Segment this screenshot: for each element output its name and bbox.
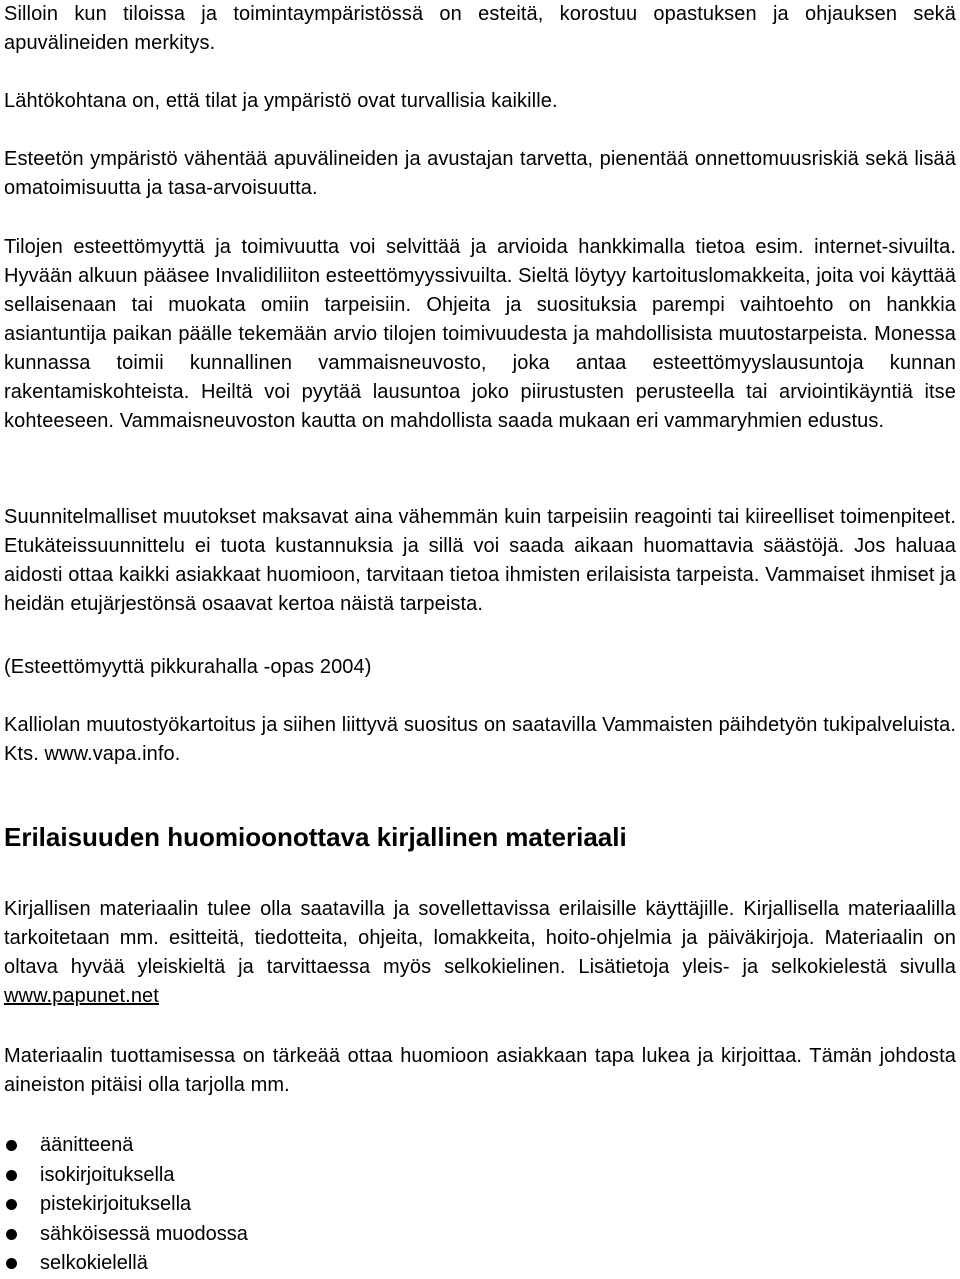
list-item-label: selkokielellä bbox=[40, 1252, 148, 1275]
paragraph-source-citation: (Esteettömyyttä pikkurahalla -opas 2004) bbox=[4, 656, 372, 678]
format-list bbox=[4, 1131, 248, 1279]
list-item-label: isokirjoituksella bbox=[40, 1163, 175, 1186]
list-item-label: pistekirjoituksella bbox=[40, 1193, 192, 1216]
bullet-icon bbox=[6, 1229, 17, 1240]
list-item-label: äänitteenä bbox=[40, 1134, 134, 1156]
written-material-text: Kirjallisen materiaalin tulee olla saatavilla ja sovellettavissa erilaisille käyttäjille. Kirjallisella materiaalilla tarkoitetaan mm. esitteitä, tiedotteita, ohjeita, lomakkeita, hoito-ohjelmia ja päiväkirjoja. Materiaalin on oltava hyvää yleiskieltä ja tarvittaessa myös selkokielinen. Lisätietoja yleis- ja selkokielestä sivulla bbox=[4, 898, 956, 978]
paragraph-kalliola-survey: Kalliolan muutostyökartoitus ja siihen liittyvä suositus on saatavilla Vammaisten päihdetyön tukipalveluista. Kts. www.vapa.info. bbox=[4, 714, 956, 765]
papunet-link[interactable]: www.papunet.net bbox=[4, 985, 159, 1007]
bullet-icon bbox=[6, 1258, 17, 1269]
list-item bbox=[4, 1220, 248, 1250]
list-item bbox=[4, 1131, 248, 1161]
paragraph-assessment: Tilojen esteettömyyttä ja toimivuutta voi selvittää ja arvioida hankkimalla tietoa esim. internet-sivuilta. Hyvään alkuun pääsee Invalidiliiton esteettömyyssivuilta. Sieltä löytyy kartoituslomakkeita, joita voi käyttää sellaisenaan tai muokata omiin tarpeisiin. Ohjeita ja suosituksia parempi vaihtoehto on hankkia asiantuntija paikan päälle tekemään arvio tilojen toimivuudesta ja mahdollisista muutostarpeista. Monessa kunnassa toimii kunnallinen vammaisneuvosto, joka antaa esteettömyyslausuntoja kunnan rakentamiskohteista. Heiltä voi pyytää lausuntoa joko piirustusten perusteella tai arviointikäyntiä itse kohteeseen. Vammaisneuvoston kautta on mahdollista saada mukaan eri vammaryhmien edustus. bbox=[4, 236, 956, 432]
bullet-icon bbox=[6, 1140, 17, 1151]
list-item bbox=[4, 1249, 248, 1279]
paragraph-written-material bbox=[4, 895, 956, 1011]
paragraph-planned-changes: Suunnitelmalliset muutokset maksavat aina vähemmän kuin tarpeisiin reagointi tai kiireelliset toimenpiteet. Etukäteissuunnittelu ei tuota kustannuksia ja sillä voi saada aikaan huomattavia säästöjä. Jos haluaa aidosti ottaa kaikki asiakkaat huomioon, tarvitaan tietoa ihmisten erilaisista tarpeista. Vammaiset ihmiset ja heidän etujärjestönsä osaavat kertoa näistä tarpeista. bbox=[4, 506, 956, 615]
bullet-icon bbox=[6, 1199, 17, 1210]
paragraph-material-production: Materiaalin tuottamisessa on tärkeää ottaa huomioon asiakkaan tapa lukea ja kirjoittaa. Tämän johdosta aineiston pitäisi olla tarjolla mm. bbox=[4, 1045, 956, 1096]
paragraph-safety-principle: Lähtökohtana on, että tilat ja ympäristö ovat turvallisia kaikille. bbox=[4, 90, 558, 112]
section-heading: Erilaisuuden huomioonottava kirjallinen materiaali bbox=[4, 822, 627, 852]
bullet-icon bbox=[6, 1170, 17, 1181]
list-item bbox=[4, 1161, 248, 1191]
paragraph-accessible-environment: Esteetön ympäristö vähentää apuvälineiden ja avustajan tarvetta, pienentää onnettomuusriskiä sekä lisää omatoimisuutta ja tasa-arvoisuutta. bbox=[4, 148, 956, 199]
paragraph-guidance-need: Silloin kun tiloissa ja toimintaympäristössä on esteitä, korostuu opastuksen ja ohjauksen sekä apuvälineiden merkitys. bbox=[4, 3, 956, 54]
list-item-label: sähköisessä muodossa bbox=[40, 1222, 248, 1245]
list-item bbox=[4, 1190, 248, 1220]
